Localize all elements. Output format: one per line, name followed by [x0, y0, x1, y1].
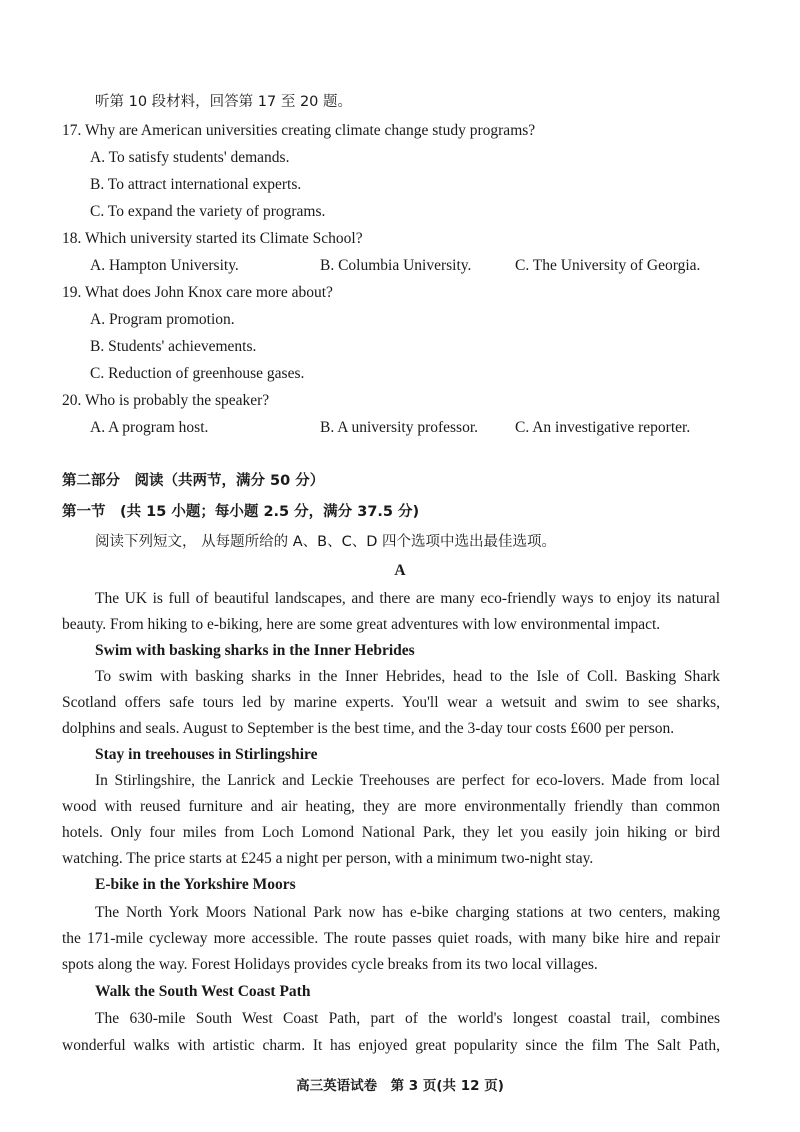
question-20-option-c: C. An investigative reporter. — [515, 419, 691, 436]
treehouse-para-line-2: wood with reused furniture and air heating, they are more environmentally friendly than common — [62, 798, 720, 815]
question-20-option-b: B. A university professor. — [320, 419, 479, 436]
reading-instruction: 阅读下列短文， 从每题所给的 A、B、C、D 四个选项中选出最佳选项。 — [95, 534, 556, 550]
intro-line-1: The UK is full of beautiful landscapes, and there are many eco-friendly ways to enjoy its natural — [95, 590, 720, 607]
question-18-option-c: C. The University of Georgia. — [515, 257, 701, 274]
heading-ebike: E-bike in the Yorkshire Moors — [95, 876, 296, 893]
question-17-option-a: A. To satisfy students' demands. — [90, 149, 290, 166]
swim-para-line-1: To swim with basking sharks in the Inner Hebrides, head to the Isle of Coll. Basking Shark — [95, 668, 720, 685]
question-18-stem: 18. Which university started its Climate School? — [62, 230, 363, 247]
heading-swim-sharks: Swim with basking sharks in the Inner Hebrides — [95, 642, 415, 659]
question-18-option-b: B. Columbia University. — [320, 257, 472, 274]
question-19-option-c: C. Reduction of greenhouse gases. — [90, 365, 305, 382]
ebike-para-line-2: the 171-mile cycleway more accessible. The route passes quiet roads, with many bike hire and repair — [62, 930, 720, 947]
ebike-para-line-3: spots along the way. Forest Holidays provides cycle breaks from its two local villages. — [62, 956, 598, 973]
question-17-stem: 17. Why are American universities creating climate change study programs? — [62, 122, 536, 139]
question-17-option-c: C. To expand the variety of programs. — [90, 203, 326, 220]
part-two-title: 第二部分 阅读（共两节，满分 50 分） — [62, 473, 325, 489]
treehouse-para-line-3: hotels. Only four miles from Loch Lomond National Park, they let you easily join hiking or bird — [62, 824, 720, 841]
question-19-option-b: B. Students' achievements. — [90, 338, 257, 355]
treehouse-para-line-1: In Stirlingshire, the Lanrick and Leckie Treehouses are perfect for eco-lovers. Made from local — [95, 772, 720, 789]
question-20-option-a: A. A program host. — [90, 419, 209, 436]
passage-label: A — [394, 562, 406, 579]
swim-para-line-2: Scotland offers safe tours led by marine experts. You'll wear a wetsuit and swim to see sharks, — [62, 694, 720, 711]
question-17-option-b: B. To attract international experts. — [90, 176, 302, 193]
treehouse-para-line-4: watching. The price starts at £245 a night per person, with a minimum two-night stay. — [62, 850, 594, 867]
question-19-stem: 19. What does John Knox care more about? — [62, 284, 333, 301]
intro-line-2: beauty. From hiking to e-biking, here are some great adventures with low environmental impact. — [62, 616, 661, 633]
heading-treehouses: Stay in treehouses in Stirlingshire — [95, 746, 318, 763]
question-18-option-a: A. Hampton University. — [90, 257, 239, 274]
section-one-title: 第一节 (共 15 小题；每小题 2.5 分，满分 37.5 分) — [62, 504, 420, 520]
page-footer: 高三英语试卷 第 3 页(共 12 页) — [296, 1078, 504, 1094]
listening-instruction: 听第 10 段材料，回答第 17 至 20 题。 — [95, 94, 353, 110]
swim-para-line-3: dolphins and seals. August to September is the best time, and the 3-day tour costs £600 per person. — [62, 720, 675, 737]
question-20-stem: 20. Who is probably the speaker? — [62, 392, 270, 409]
question-19-option-a: A. Program promotion. — [90, 311, 235, 328]
coast-para-line-1: The 630-mile South West Coast Path, part of the world's longest coastal trail, combines — [95, 1010, 720, 1027]
ebike-para-line-1: The North York Moors National Park now has e-bike charging stations at two centers, making — [95, 904, 720, 921]
heading-coast-path: Walk the South West Coast Path — [95, 983, 311, 1000]
coast-para-line-2: wonderful walks with artistic charm. It has enjoyed great popularity since the film The Salt Path, — [62, 1037, 720, 1054]
